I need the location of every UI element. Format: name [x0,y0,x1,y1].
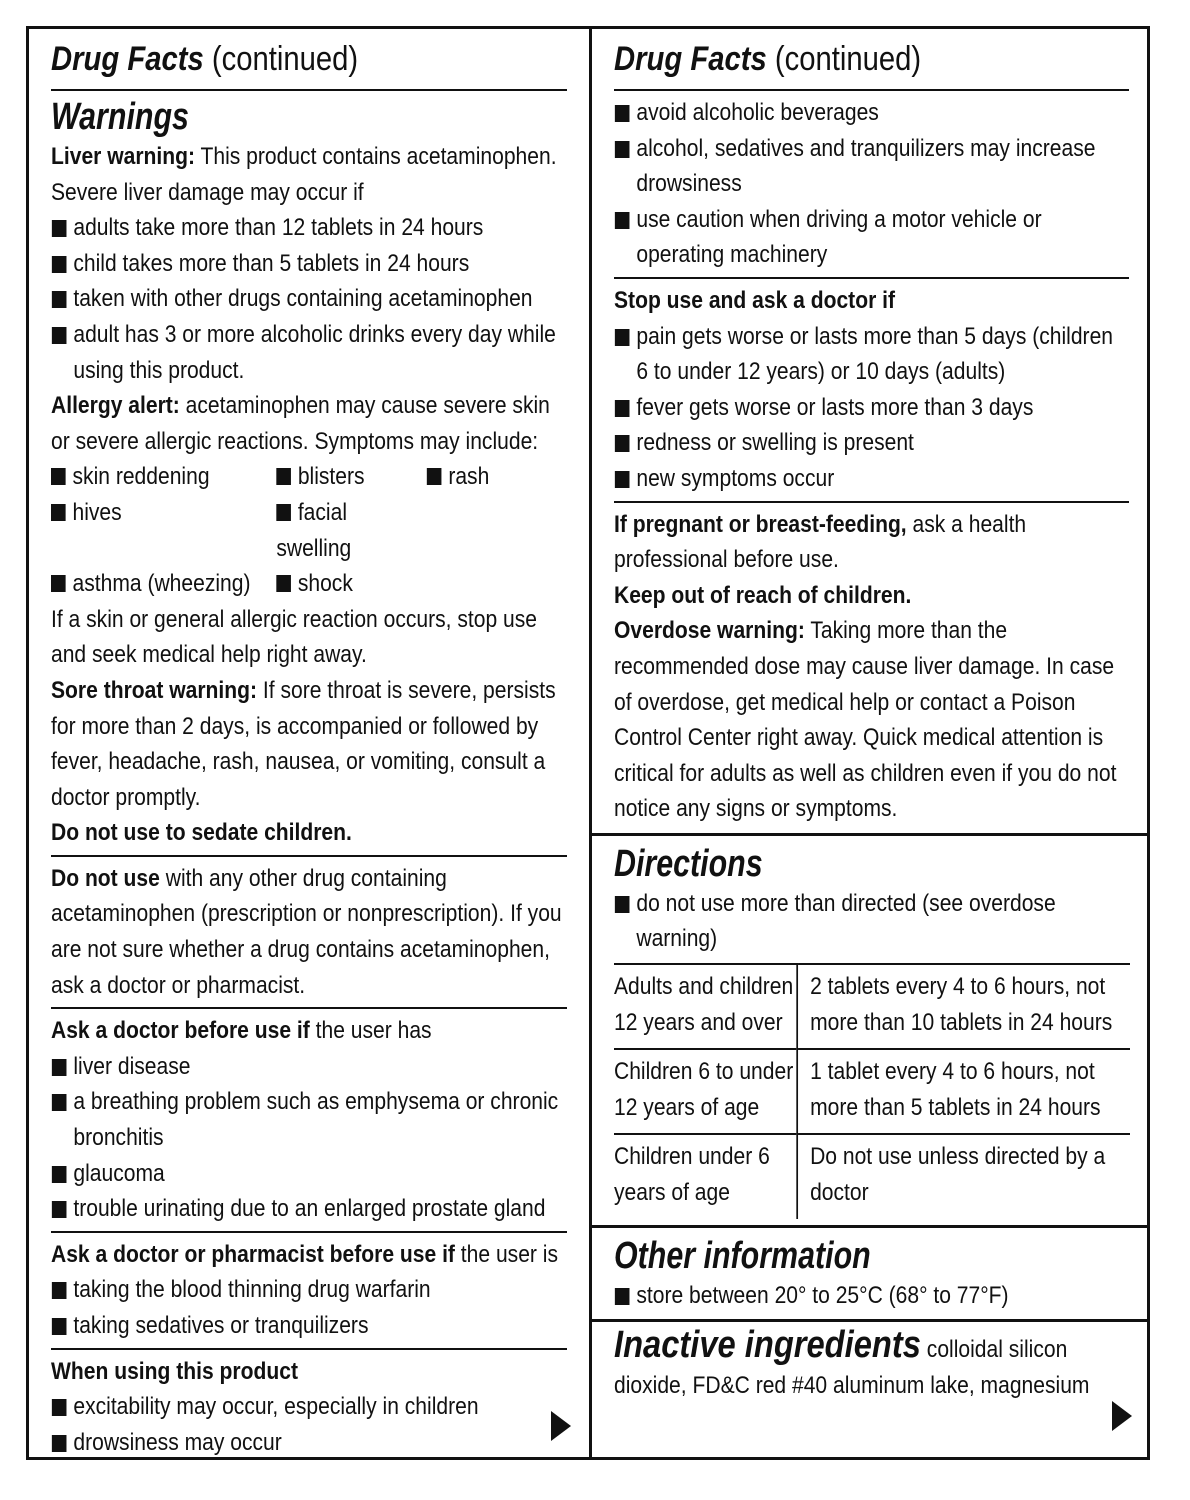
list-item: drowsiness may occur [51,1425,567,1457]
overdose-text: Taking more than the recommended dose may cause liver damage. In case of overdose, get medical help or contact a Poison Control Center right away. Quick medical attention is critical for adults as well as children even if you do not notice any signs or symptoms. [613,617,1116,823]
allergy-after-text: If a skin or general allergic reaction occurs, stop use and seek medical help right away. [51,605,538,669]
age-group-cell: Children 6 to under 12 years of age [614,1049,797,1134]
list-item: new symptoms occur [614,461,1130,497]
symptom [276,459,427,495]
table-row [614,964,1130,1049]
keep-out-warning: Keep out of reach of children. [613,581,911,609]
symptom [276,495,427,566]
list-item: taking the blood thinning drug warfarin [51,1272,567,1308]
continued-warnings [614,95,1130,273]
list-item: alcohol, sedatives and tranquilizers may increase drowsiness [614,131,1130,202]
table-row [614,1049,1130,1134]
divider [614,501,1130,503]
right-column [592,29,1148,1457]
divider [51,855,567,857]
symptom [51,495,276,566]
ask-doctor-label: Ask a doctor before use if [51,1017,310,1045]
sedate-warning: Do not use to sedate children. [51,819,352,847]
dosage-cell: Do not use unless directed by a doctor [797,1134,1129,1218]
continue-arrow-icon [551,1411,571,1441]
symptom-grid [51,459,567,601]
age-group-cell: Children under 6 years of age [614,1134,797,1218]
symptom-text: shock [297,570,353,598]
symptom [427,459,567,495]
list-item: store between 20° to 25°C (68° to 77°F) [614,1278,1130,1314]
age-group-cell: Adults and children 12 years and over [614,964,797,1049]
ask-pharmacist-label: Ask a doctor or pharmacist before use if [51,1240,455,1268]
header-continued: (continued) [203,40,359,78]
liver-warning-label: Liver warning: [51,143,196,170]
sore-throat-label: Sore throat warning: [51,676,258,704]
inactive-ingredients-text: colloidal silicon dioxide, FD&C red #40 aluminum lake, magnesium [613,1336,1089,1399]
directions-title: Directions [613,842,763,885]
liver-warning-text: This product contains acetaminophen. Severe liver damage may occur if [51,143,557,206]
bullet-icon [51,504,66,521]
dosage-cell: 1 tablet every 4 to 6 hours, not more than 5 tablets in 24 hours [797,1049,1129,1134]
bullet-icon [276,575,291,592]
other-info-title: Other information [613,1234,871,1277]
left-column [29,29,592,1457]
divider [614,89,1130,91]
list-item: pain gets worse or lasts more than 5 days (children 6 to under 12 years) or 10 days (adults) [614,319,1130,390]
list-item: child takes more than 5 tablets in 24 hours [51,246,567,282]
divider [51,89,567,91]
list-item: trouble urinating due to an enlarged prostate gland [51,1191,567,1227]
left-header [51,37,567,85]
symptom-text: blisters [297,463,365,491]
list-item: liver disease [51,1049,567,1085]
when-using-label: When using this product [51,1357,298,1385]
allergy-alert-text: acetaminophen may cause severe skin or severe allergic reactions. Symptoms may include: [51,392,550,455]
list-item: fever gets worse or lasts more than 3 days [614,390,1130,426]
do-not-use-label: Do not use [51,864,160,892]
overdose-label: Overdose warning: [613,617,805,645]
symptom [276,566,427,602]
liver-warning [51,139,567,388]
divider [592,1225,1148,1228]
ask-doctor-text: the user has [309,1017,432,1045]
drug-facts-panel [26,26,1150,1460]
allergy-alert-label: Allergy alert: [51,392,180,420]
stop-use-label: Stop use and ask a doctor if [613,286,895,314]
bullet-icon [276,468,291,485]
header-bold: Drug Facts [51,40,204,78]
divider [592,1319,1148,1322]
divider [51,1007,567,1009]
other-info-section [614,1278,1130,1314]
continue-arrow-icon [1112,1401,1132,1431]
list-item: excitability may occur, especially in children [51,1389,567,1425]
inactive-ingredients-section [613,1324,1130,1403]
list-item: adult has 3 or more alcoholic drinks every day while using this product. [51,317,567,388]
dosage-cell: 2 tablets every 4 to 6 hours, not more than 10 tablets in 24 hours [797,964,1129,1049]
pregnant-text: ask a health professional before use. [613,510,1026,574]
list-item: avoid alcoholic beverages [614,95,1130,131]
do-not-use-text: with any other drug containing acetaminophen (prescription or nonprescription). If you are not sure whether a drug contains acetaminophen, ask a doctor or pharmacist. [51,864,562,999]
do-not-use-section [51,861,567,1003]
bullet-icon [276,504,291,521]
list-item: taken with other drugs containing acetaminophen [51,281,567,317]
symptom-text: skin reddening [72,463,210,491]
symptom [51,459,276,495]
header-bold: Drug Facts [613,40,767,78]
symptom-text: asthma (wheezing) [72,570,251,598]
dosage-table [614,963,1130,1219]
symptom-empty [427,566,567,602]
sore-throat-warning [51,673,567,851]
list-item: glaucoma [51,1156,567,1192]
ask-pharmacist-section [51,1237,567,1344]
divider [592,833,1148,836]
symptom-empty [427,495,567,566]
directions-note: do not use more than directed (see overdose warning) [614,886,1130,957]
list-item: use caution when driving a motor vehicle or operating machinery [614,202,1130,273]
list-item: redness or swelling is present [614,425,1130,461]
when-using-section [51,1354,567,1457]
ask-doctor-section [51,1013,567,1227]
header-continued: (continued) [766,40,921,78]
divider [51,1231,567,1233]
symptom-text: facial swelling [276,498,352,562]
warnings-title: Warnings [51,96,189,138]
inactive-ingredients-title: Inactive ingredients [613,1324,921,1367]
sore-throat-text: If sore throat is severe, persists for more than 2 days, is accompanied or followed by fever, headache, rash, nausea, or vomiting, consult a doctor promptly. [51,676,556,811]
bullet-icon [51,468,66,485]
stop-use-section [614,283,1130,497]
bullet-icon [427,468,442,485]
symptom [51,566,276,602]
divider [51,1348,567,1350]
ask-pharmacist-text: the user is [454,1240,559,1268]
list-item: adults take more than 12 tablets in 24 hours [51,210,567,246]
right-header [614,37,1130,85]
table-row [614,1134,1130,1218]
list-item: taking sedatives or tranquilizers [51,1308,567,1344]
symptom-text: hives [72,498,122,526]
divider [614,277,1130,279]
directions-section [614,886,1130,1219]
bullet-icon [51,575,66,592]
list-item: a breathing problem such as emphysema or chronic bronchitis [51,1084,567,1155]
pregnancy-section [614,507,1130,827]
symptom-text: rash [448,463,490,491]
allergy-alert [51,388,567,673]
pregnant-label: If pregnant or breast-feeding, [613,510,907,538]
